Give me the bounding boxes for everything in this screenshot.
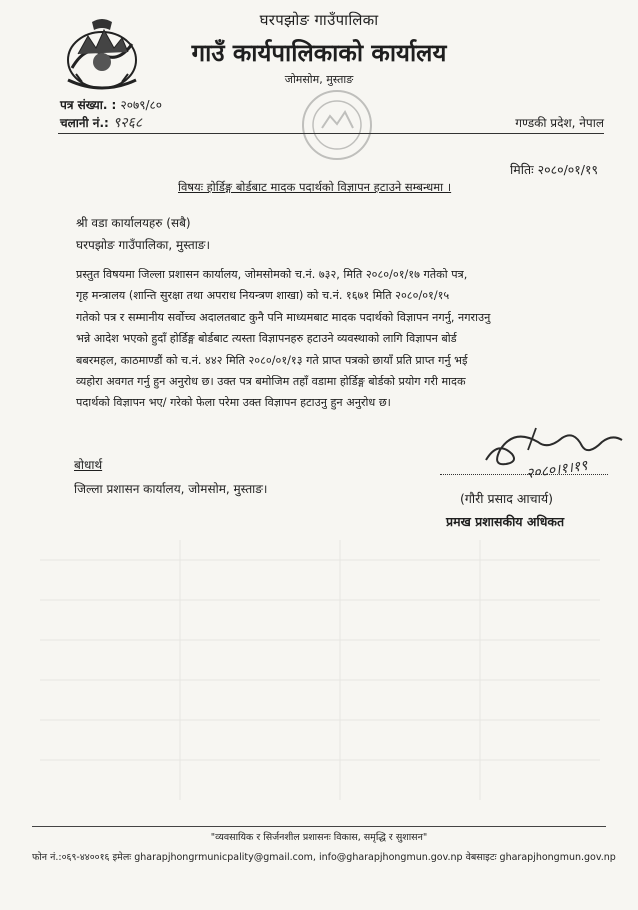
cc-heading: बोधार्थ xyxy=(74,458,103,472)
body-line: भन्ने आदेश भएको हुदाँ होर्डिङ्ग बोर्डबाट त्यस्ता विज्ञापनहरु हटाउने व्यवस्थाको लागि विज्ञापन बोर्ड xyxy=(76,332,457,346)
official-seal-stamp xyxy=(300,88,374,162)
signer-name: (गौरी प्रसाद आचार्य) xyxy=(460,491,553,506)
body-line: व्यहोरा अवगत गर्नु हुन अनुरोध छ। उक्त पत्र बमोजिम तहाँ वडामा होर्डिङ्ग बोर्डको प्रयोग गरी मादक xyxy=(76,375,466,389)
reference-label: पत्र संख्या. : xyxy=(60,98,117,112)
office-title: गाउँ कार्यपालिकाको कार्यालय xyxy=(191,39,447,67)
footer-motto: "व्यवसायिक र सिर्जनशील प्रशासनः विकास, समृद्धि र सुशासन" xyxy=(210,832,428,843)
signer-title: प्रमख प्रशासकीय अधिकत xyxy=(446,514,565,529)
body-line: गृह मन्त्रालय (शान्ति सुरक्षा तथा अपराध नियन्त्रण शाखा) को च.नं. १६७१ मिति २०८०/०१/१५ xyxy=(76,289,450,303)
signature-date: २०८०।१।१९ xyxy=(525,457,589,483)
footer-contact: फोन नं.:०६९-४४००१६ इमेलः gharapjhongrmunicpality@gmail.com, info@gharapjhongmun.gov.np वेबसाइटः gharapjhongmun.gov.np xyxy=(32,852,616,863)
letter-date: मितिः २०८०/०१/१९ xyxy=(510,162,598,177)
cc-recipient: जिल्ला प्रशासन कार्यालय, जोमसोम, मुस्ताङ। xyxy=(74,482,268,496)
letter-subject: विषयः होर्डिङ्ग बोर्डबाट मादक पदार्थको विज्ञापन हटाउने सम्बन्धमा । xyxy=(178,180,452,194)
reference-value: २०७९/८० xyxy=(120,98,163,112)
municipality-name: घरपझोङ गाउँपालिका xyxy=(259,11,379,29)
body-line: गतेको पत्र र सम्मानीय सर्वोच्च अदालतबाट कुनै पनि माध्यमबाट मादक पदार्थको विज्ञापन नगर्नु, नगराउनु xyxy=(76,310,491,324)
dispatch-value: ९२६८ xyxy=(113,115,143,131)
bleed-through-lines xyxy=(40,540,600,800)
body-line: प्रस्तुत विषयमा जिल्ला प्रशासन कार्यालय, जोमसोमको च.नं. ७३२, मिति २०८०/०१/१७ गतेको पत्र, xyxy=(76,268,468,281)
dispatch-label: चलानी नं.: xyxy=(60,116,109,130)
reference-number xyxy=(60,96,162,113)
recipient-line-1: श्री वडा कार्यालयहरु (सबै) xyxy=(76,216,191,230)
signature-line xyxy=(440,474,608,475)
body-line: पदार्थको विज्ञापन भए/ गरेको फेला परेमा उक्त विज्ञापन हटाउनु हुन अनुरोध छ। xyxy=(76,396,391,410)
dispatch-number xyxy=(60,113,142,132)
letter-body xyxy=(76,264,606,414)
footer-divider xyxy=(32,826,606,827)
body-line: बबरमहल, काठमाण्डौं को च.नं. ४४२ मिति २०८०/०१/१३ गते प्राप्त पत्रको छायाँ प्रति प्राप्त गर्नु भई xyxy=(76,353,468,367)
province-text: गण्डकी प्रदेश, नेपाल xyxy=(515,116,604,130)
header-divider xyxy=(58,133,604,134)
office-location: जोमसोम, मुस्ताङ xyxy=(284,73,354,86)
recipient-line-2: घरपझोङ गाउँपालिका, मुस्ताङ। xyxy=(76,238,211,252)
